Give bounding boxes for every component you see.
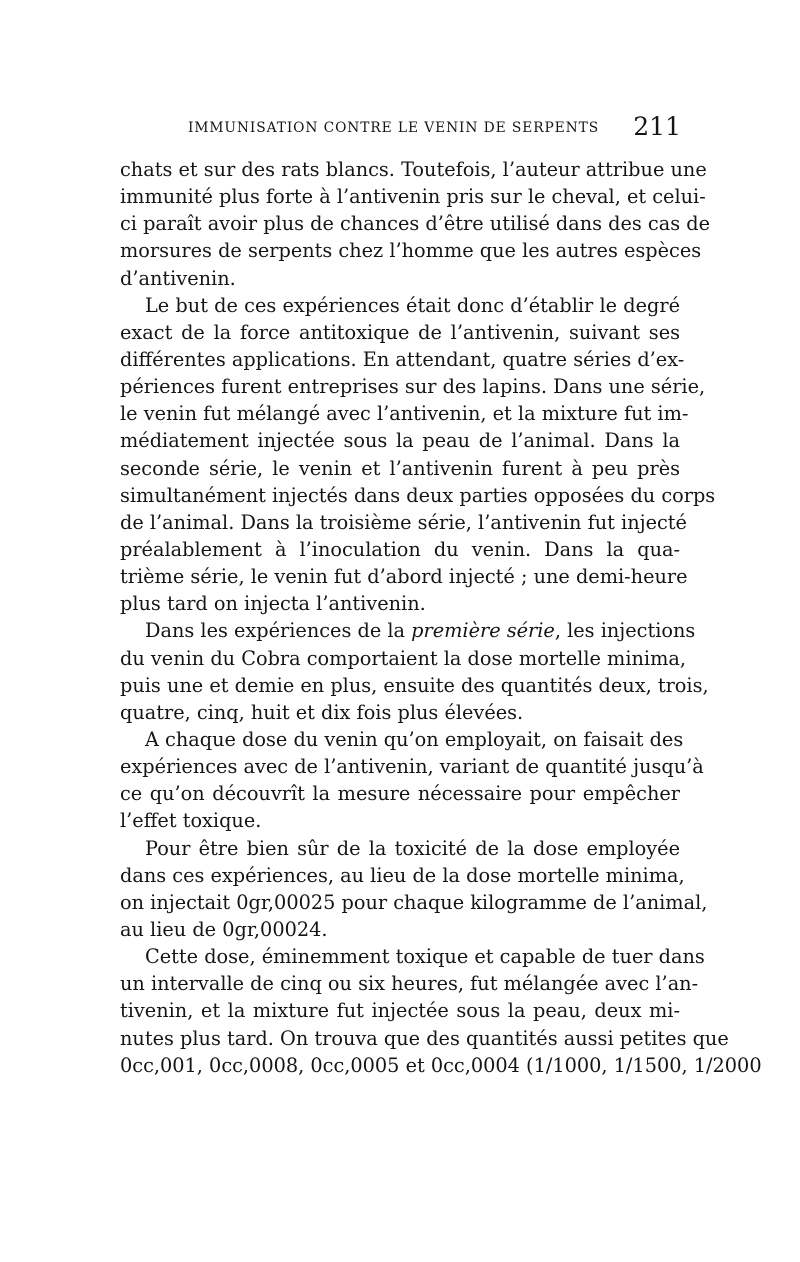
running-head [188,112,681,146]
text-line: d’antivenin. [120,266,236,290]
text-line: ce qu’on découvrît la mesure nécessaire pour empêcher [120,782,680,806]
body-text [120,156,762,1079]
text-line: on injectait 0gr,00025 pour chaque kilogramme de l’animal, [120,890,708,914]
text-line: le venin fut mélangé avec l’antivenin, et la mixture fut im- [120,402,689,426]
text-line: seconde série, le venin et l’antivenin furent à peu près [120,456,680,480]
text-line: morsures de serpents chez l’homme que les autres espèces [120,239,702,263]
text-line: de l’animal. Dans la troisième série, l’antivenin fut injecté [120,510,687,534]
italic-text: première série [411,619,555,643]
text-line: différentes applications. En attendant, quatre séries d’ex- [120,347,685,371]
text-line: puis une et demie en plus, ensuite des quantités deux, trois, [120,673,709,697]
text-line: dans ces expériences, au lieu de la dose mortelle minima, [120,863,685,887]
text-run: , les injections [554,619,696,643]
text-line: ci paraît avoir plus de chances d’être utilisé dans des cas de [120,212,711,236]
text-line: au lieu de 0gr,00024. [120,917,328,941]
text-line: exact de la force antitoxique de l’antivenin, suivant ses [120,320,680,344]
text-line: Le but de ces expériences était donc d’établir le degré [145,293,680,317]
text-line: Cette dose, éminemment toxique et capable de tuer dans [145,945,705,969]
text-line: un intervalle de cinq ou six heures, fut mélangée avec l’an- [120,972,699,996]
text-line: 0cc,001, 0cc,0008, 0cc,0005 et 0cc,0004 (1/1000, 1/1500, 1/2000 [120,1053,762,1077]
text-line: périences furent entreprises sur des lapins. Dans une série, [120,375,706,399]
text-line: simultanément injectés dans deux parties opposées du corps [120,483,716,507]
text-line: chats et sur des rats blancs. Toutefois, l’auteur attribue une [120,158,707,181]
text-line: médiatement injectée sous la peau de l’animal. Dans la [120,429,680,453]
text-line: tivenin, et la mixture fut injectée sous la peau, deux mi- [120,999,680,1023]
text-line: Pour être bien sûr de la toxicité de la dose employée [145,836,680,860]
text-line: plus tard on injecta l’antivenin. [120,592,426,616]
text-line: nutes plus tard. On trouva que des quantités aussi petites que [120,1026,729,1050]
text-line: quatre, cinq, huit et dix fois plus élevées. [120,700,524,724]
text-line: A chaque dose du venin qu’on employait, on faisait des [145,727,684,751]
text-run: Dans les expériences de la [145,619,412,643]
running-title: IMMUNISATION CONTRE LE VENIN DE SERPENTS [188,120,600,136]
text-line [120,617,696,644]
text-line: expériences avec de l’antivenin, variant de quantité jusqu’à [120,755,704,779]
text-line: trième série, le venin fut d’abord injecté ; une demi-heure [120,565,688,589]
text-line: préalablement à l’inoculation du venin. Dans la qua- [120,537,680,561]
text-line: l’effet toxique. [120,809,262,833]
page-number: 211 [633,112,681,141]
text-line: du venin du Cobra comportaient la dose mortelle minima, [120,646,686,670]
text-line: immunité plus forte à l’antivenin pris sur le cheval, et celui- [120,185,706,209]
